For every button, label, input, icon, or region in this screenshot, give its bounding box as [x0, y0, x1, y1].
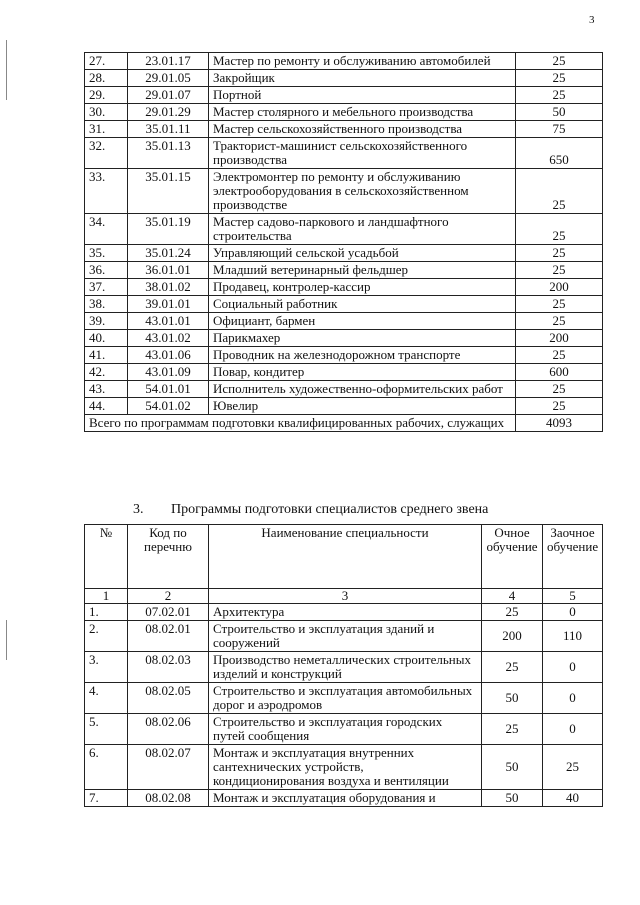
row-count: 25 — [516, 313, 603, 330]
row-name: Строительство и эксплуатация автомобильных дорог и аэродромов — [209, 683, 482, 714]
row-name: Монтаж и эксплуатация оборудования и — [209, 790, 482, 807]
row-code: 35.01.24 — [128, 245, 209, 262]
row-number: 30. — [85, 104, 128, 121]
table-row — [85, 70, 603, 87]
table-row — [85, 296, 603, 313]
table-row — [85, 245, 603, 262]
row-code: 08.02.06 — [128, 714, 209, 745]
row-count: 25 — [516, 169, 603, 214]
row-name: Портной — [209, 87, 516, 104]
row-name: Мастер сельскохозяйственного производства — [209, 121, 516, 138]
row-part-time: 25 — [543, 745, 603, 790]
row-full-time: 25 — [482, 714, 543, 745]
row-number: 41. — [85, 347, 128, 364]
row-number: 5. — [85, 714, 128, 745]
row-part-time: 0 — [543, 683, 603, 714]
row-code: 36.01.01 — [128, 262, 209, 279]
table-row — [85, 652, 603, 683]
qualified-workers-table — [84, 52, 603, 432]
row-code: 35.01.19 — [128, 214, 209, 245]
row-number: 43. — [85, 381, 128, 398]
table-row — [85, 381, 603, 398]
row-code: 43.01.06 — [128, 347, 209, 364]
row-code: 43.01.01 — [128, 313, 209, 330]
column-index-row — [85, 589, 603, 604]
row-count: 75 — [516, 121, 603, 138]
row-full-time: 25 — [482, 604, 543, 621]
row-code: 39.01.01 — [128, 296, 209, 313]
row-number: 37. — [85, 279, 128, 296]
row-count: 25 — [516, 214, 603, 245]
row-part-time: 110 — [543, 621, 603, 652]
table-row — [85, 604, 603, 621]
row-name: Управляющий сельской усадьбой — [209, 245, 516, 262]
table-row — [85, 313, 603, 330]
header-name: Наименование специальности — [209, 525, 482, 589]
row-count: 25 — [516, 296, 603, 313]
row-number: 34. — [85, 214, 128, 245]
row-code: 54.01.02 — [128, 398, 209, 415]
header-code: Код по перечню — [128, 525, 209, 589]
row-name: Тракторист-машинист сельскохозяйственного производства — [209, 138, 516, 169]
row-number: 29. — [85, 87, 128, 104]
table-row — [85, 138, 603, 169]
table-row — [85, 104, 603, 121]
table-row — [85, 87, 603, 104]
total-value: 4093 — [516, 415, 603, 432]
row-name: Монтаж и эксплуатация внутренних сантехнических устройств, кондиционирования воздуха и вентиляции — [209, 745, 482, 790]
table-row — [85, 169, 603, 214]
row-name: Архитектура — [209, 604, 482, 621]
row-name: Мастер по ремонту и обслуживанию автомобилей — [209, 53, 516, 70]
row-number: 36. — [85, 262, 128, 279]
row-name: Проводник на железнодорожном транспорте — [209, 347, 516, 364]
row-code: 38.01.02 — [128, 279, 209, 296]
row-count: 25 — [516, 381, 603, 398]
row-number: 2. — [85, 621, 128, 652]
row-number: 1. — [85, 604, 128, 621]
row-code: 08.02.01 — [128, 621, 209, 652]
table-row — [85, 683, 603, 714]
scan-margin-line — [6, 40, 7, 100]
table-row — [85, 121, 603, 138]
row-name: Социальный работник — [209, 296, 516, 313]
table-row — [85, 714, 603, 745]
row-count: 200 — [516, 279, 603, 296]
row-part-time: 0 — [543, 714, 603, 745]
table-row — [85, 330, 603, 347]
index-cell: 3 — [209, 589, 482, 604]
row-count: 25 — [516, 53, 603, 70]
row-count: 650 — [516, 138, 603, 169]
row-code: 29.01.05 — [128, 70, 209, 87]
row-code: 08.02.03 — [128, 652, 209, 683]
row-number: 27. — [85, 53, 128, 70]
row-count: 25 — [516, 398, 603, 415]
table-row — [85, 262, 603, 279]
row-code: 29.01.29 — [128, 104, 209, 121]
row-count: 25 — [516, 262, 603, 279]
table-row — [85, 347, 603, 364]
row-code: 08.02.05 — [128, 683, 209, 714]
row-code: 29.01.07 — [128, 87, 209, 104]
row-number: 7. — [85, 790, 128, 807]
index-cell: 5 — [543, 589, 603, 604]
row-name: Электромонтер по ремонту и обслуживанию электрооборудования в сельскохозяйственном производстве — [209, 169, 516, 214]
table-row — [85, 790, 603, 807]
section-title: Программы подготовки специалистов среднего звена — [171, 502, 489, 517]
row-count: 25 — [516, 245, 603, 262]
index-cell: 1 — [85, 589, 128, 604]
row-name: Исполнитель художественно-оформительских работ — [209, 381, 516, 398]
row-name: Продавец, контролер-кассир — [209, 279, 516, 296]
row-count: 25 — [516, 87, 603, 104]
row-name: Мастер столярного и мебельного производства — [209, 104, 516, 121]
table-row — [85, 279, 603, 296]
row-name: Строительство и эксплуатация зданий и сооружений — [209, 621, 482, 652]
row-full-time: 200 — [482, 621, 543, 652]
table-row — [85, 214, 603, 245]
row-count: 200 — [516, 330, 603, 347]
row-name: Производство неметаллических строительных изделий и конструкций — [209, 652, 482, 683]
row-part-time: 0 — [543, 652, 603, 683]
row-full-time: 25 — [482, 652, 543, 683]
table-header-row — [85, 525, 603, 589]
row-number: 3. — [85, 652, 128, 683]
row-number: 38. — [85, 296, 128, 313]
row-full-time: 50 — [482, 745, 543, 790]
section-3-heading — [133, 502, 488, 518]
row-full-time: 50 — [482, 683, 543, 714]
row-code: 07.02.01 — [128, 604, 209, 621]
section-number: 3. — [133, 502, 144, 517]
row-part-time: 40 — [543, 790, 603, 807]
table-row — [85, 745, 603, 790]
header-full-time: Очное обучение — [482, 525, 543, 589]
row-count: 25 — [516, 70, 603, 87]
row-name: Строительство и эксплуатация городских путей сообщения — [209, 714, 482, 745]
row-count: 25 — [516, 347, 603, 364]
row-number: 39. — [85, 313, 128, 330]
row-code: 43.01.09 — [128, 364, 209, 381]
row-number: 35. — [85, 245, 128, 262]
row-name: Официант, бармен — [209, 313, 516, 330]
index-cell: 4 — [482, 589, 543, 604]
header-part-time: Заочное обучение — [543, 525, 603, 589]
row-code: 08.02.07 — [128, 745, 209, 790]
scan-margin-line — [6, 620, 7, 660]
row-code: 35.01.13 — [128, 138, 209, 169]
total-label: Всего по программам подготовки квалифицированных рабочих, служащих — [85, 415, 516, 432]
row-code: 35.01.11 — [128, 121, 209, 138]
row-code: 08.02.08 — [128, 790, 209, 807]
row-code: 35.01.15 — [128, 169, 209, 214]
table-row — [85, 398, 603, 415]
row-count: 600 — [516, 364, 603, 381]
row-code: 43.01.02 — [128, 330, 209, 347]
page-number: 3 — [589, 14, 595, 26]
row-number: 42. — [85, 364, 128, 381]
row-name: Мастер садово-паркового и ландшафтного строительства — [209, 214, 516, 245]
row-name: Ювелир — [209, 398, 516, 415]
row-code: 23.01.17 — [128, 53, 209, 70]
row-number: 28. — [85, 70, 128, 87]
row-number: 31. — [85, 121, 128, 138]
total-row — [85, 415, 603, 432]
row-number: 6. — [85, 745, 128, 790]
row-number: 32. — [85, 138, 128, 169]
row-part-time: 0 — [543, 604, 603, 621]
header-num: № — [85, 525, 128, 589]
index-cell: 2 — [128, 589, 209, 604]
row-number: 33. — [85, 169, 128, 214]
table-row — [85, 364, 603, 381]
row-name: Повар, кондитер — [209, 364, 516, 381]
row-name: Младший ветеринарный фельдшер — [209, 262, 516, 279]
row-full-time: 50 — [482, 790, 543, 807]
row-number: 40. — [85, 330, 128, 347]
row-name: Парикмахер — [209, 330, 516, 347]
mid-level-specialists-table — [84, 524, 603, 807]
row-code: 54.01.01 — [128, 381, 209, 398]
row-number: 4. — [85, 683, 128, 714]
table-row — [85, 53, 603, 70]
row-number: 44. — [85, 398, 128, 415]
table-row — [85, 621, 603, 652]
row-count: 50 — [516, 104, 603, 121]
row-name: Закройщик — [209, 70, 516, 87]
